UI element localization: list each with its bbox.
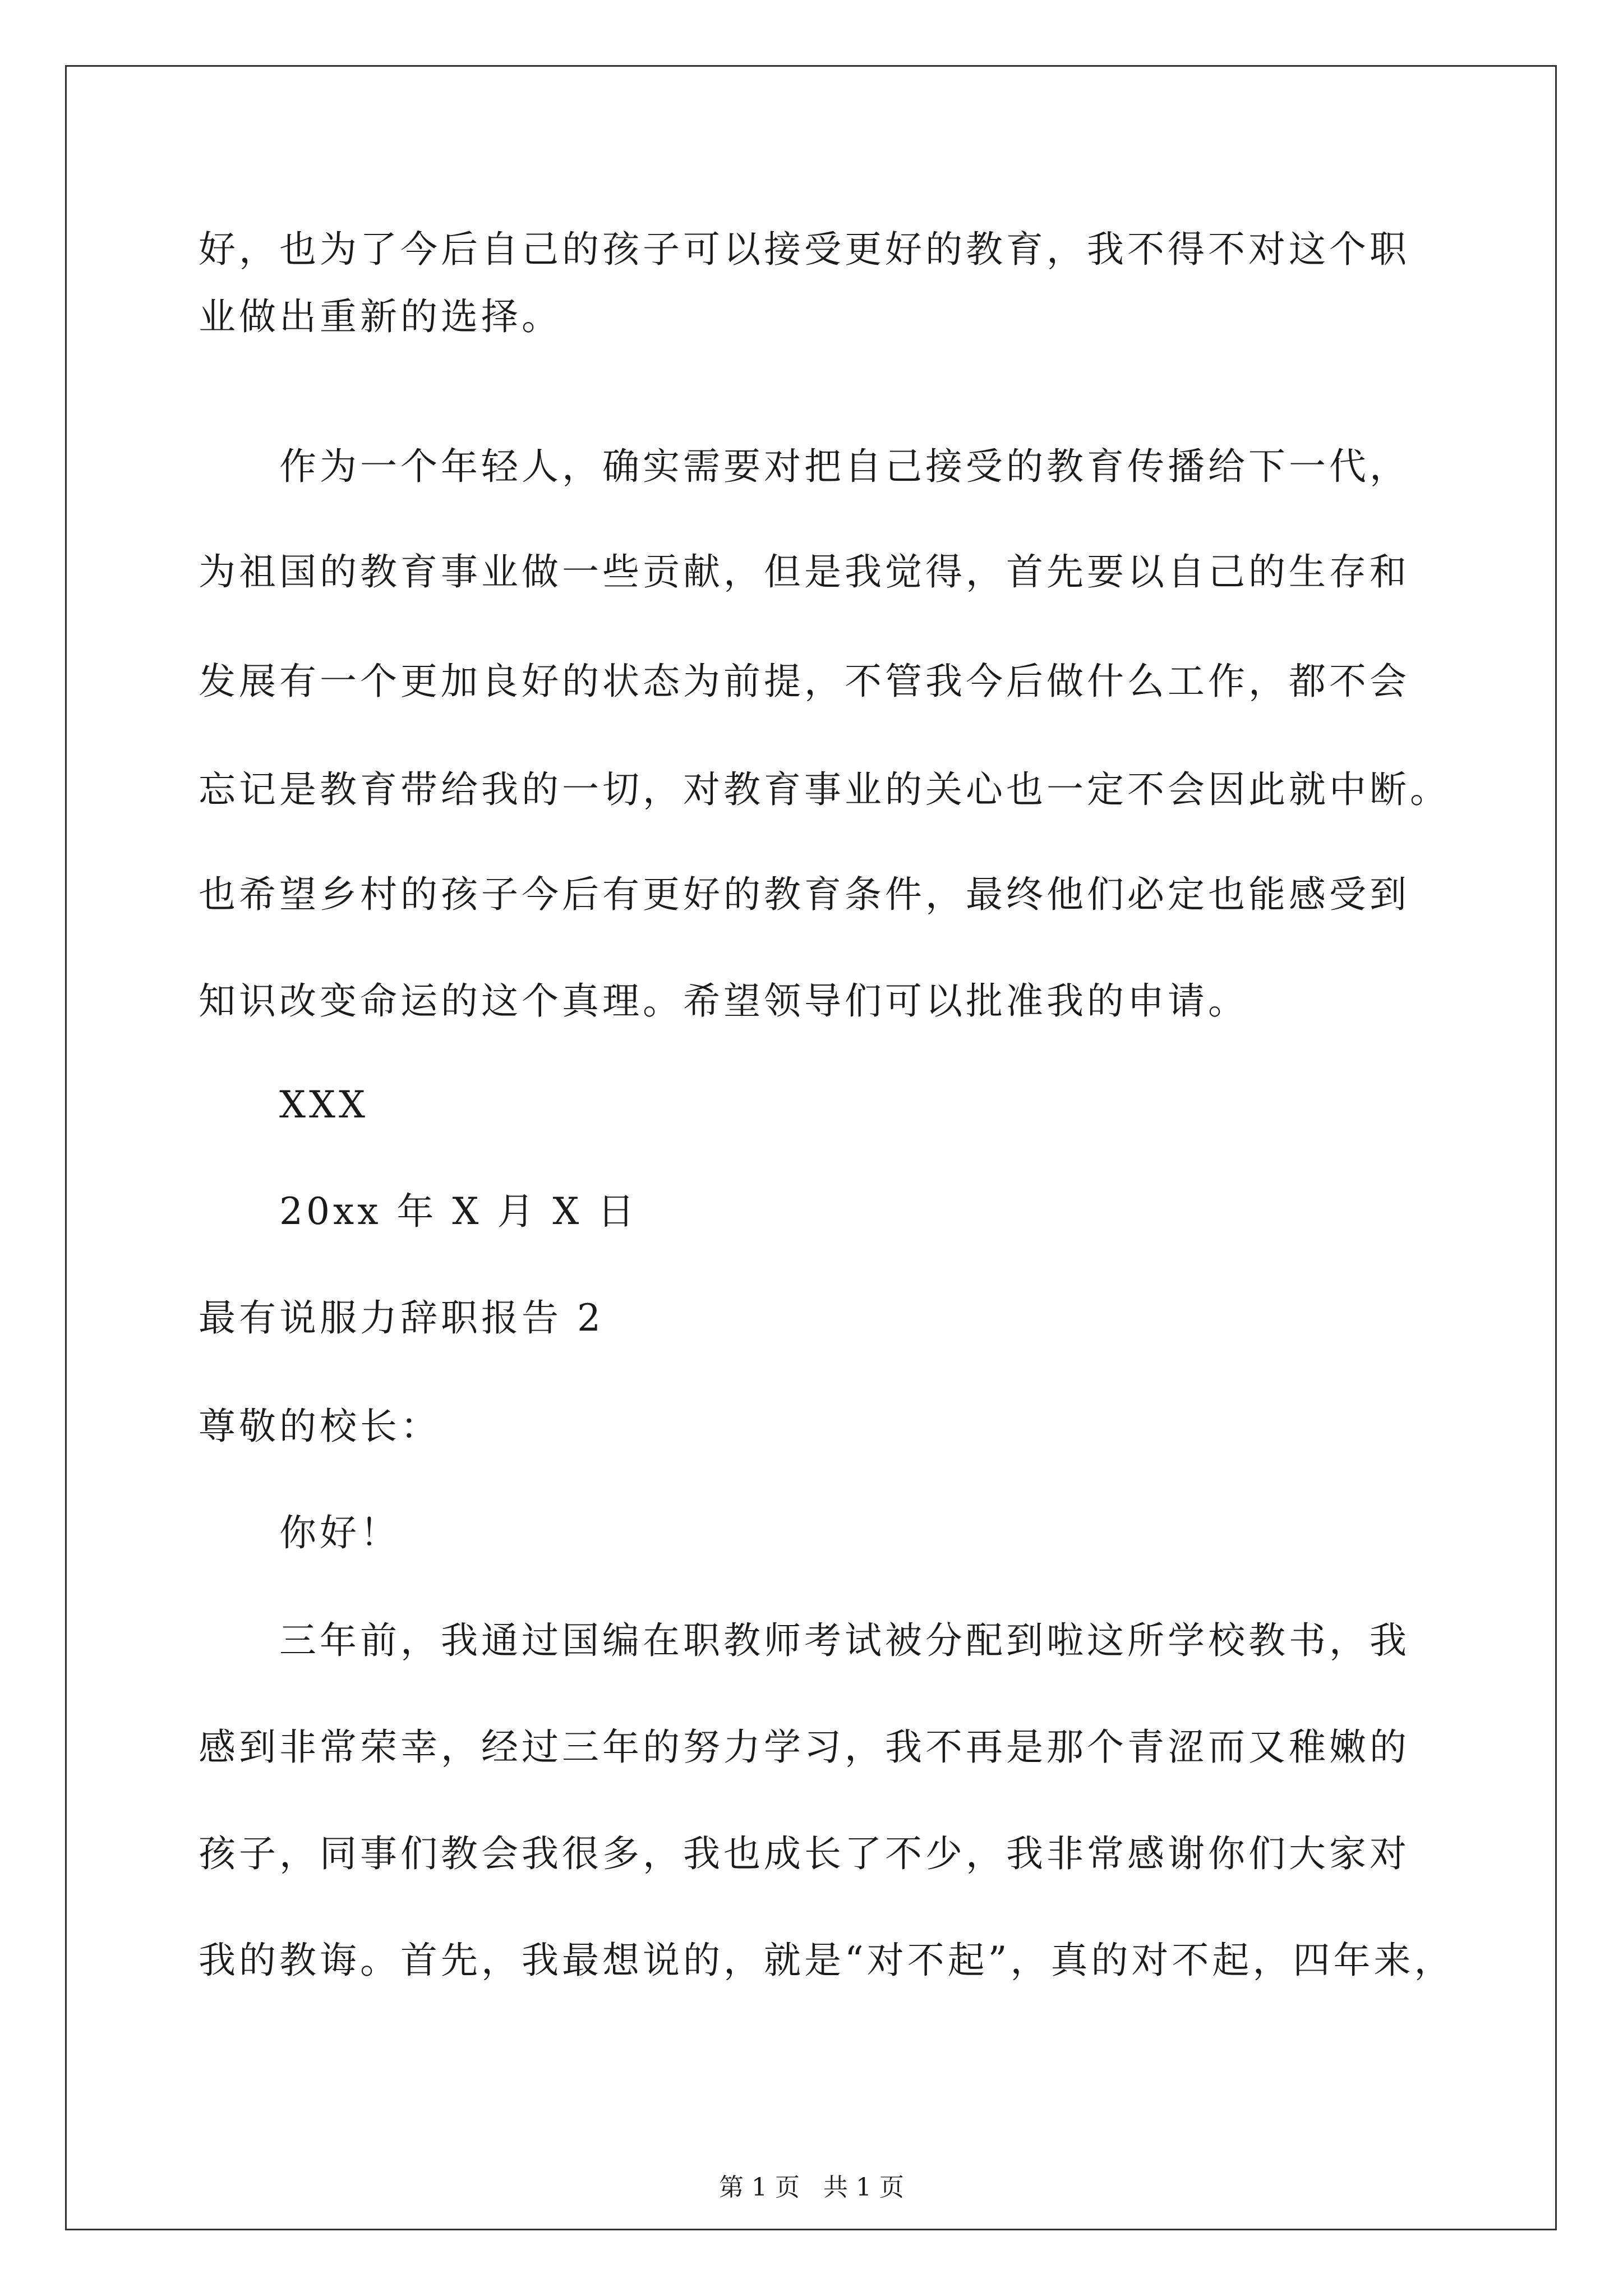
text-line: 好，也为了今后自己的孩子可以接受更好的教育，我不得不对这个职 [199,228,1410,271]
signature-date: 20xx 年 X 月 X 日 [279,1190,638,1233]
greeting: 你好！ [279,1511,400,1554]
text-line: 感到非常荣幸，经过三年的努力学习，我不再是那个青涩而又稚嫩的 [199,1726,1410,1769]
text-line: 忘记是教育带给我的一切，对教育事业的关心也一定不会因此就中断。 [199,768,1450,811]
text-line: 为祖国的教育事业做一些贡献，但是我觉得，首先要以自己的生存和 [199,550,1410,593]
text-line: 业做出重新的选择。 [199,295,562,338]
page-border [65,65,1557,2230]
page-footer: 第 1 页 共 1 页 [719,2173,904,2202]
signature-name: XXX [279,1083,368,1126]
salutation: 尊敬的校长： [199,1405,441,1448]
text-line: 也希望乡村的孩子今后有更好的教育条件，最终他们必定也能感受到 [199,873,1410,916]
text-line: 三年前，我通过国编在职教师考试被分配到啦这所学校教书，我 [279,1619,1410,1662]
text-line: 发展有一个更加良好的状态为前提，不管我今后做什么工作，都不会 [199,660,1410,703]
section-title: 最有说服力辞职报告 2 [199,1296,604,1340]
text-line: 作为一个年轻人，确实需要对把自己接受的教育传播给下一代， [279,445,1410,488]
text-line: 我的教诲。首先，我最想说的，就是“对不起”，真的对不起，四年来， [199,1939,1455,1982]
text-line: 知识改变命运的这个真理。希望领导们可以批准我的申请。 [199,979,1248,1023]
text-line: 孩子，同事们教会我很多，我也成长了不少，我非常感谢你们大家对 [199,1832,1410,1875]
